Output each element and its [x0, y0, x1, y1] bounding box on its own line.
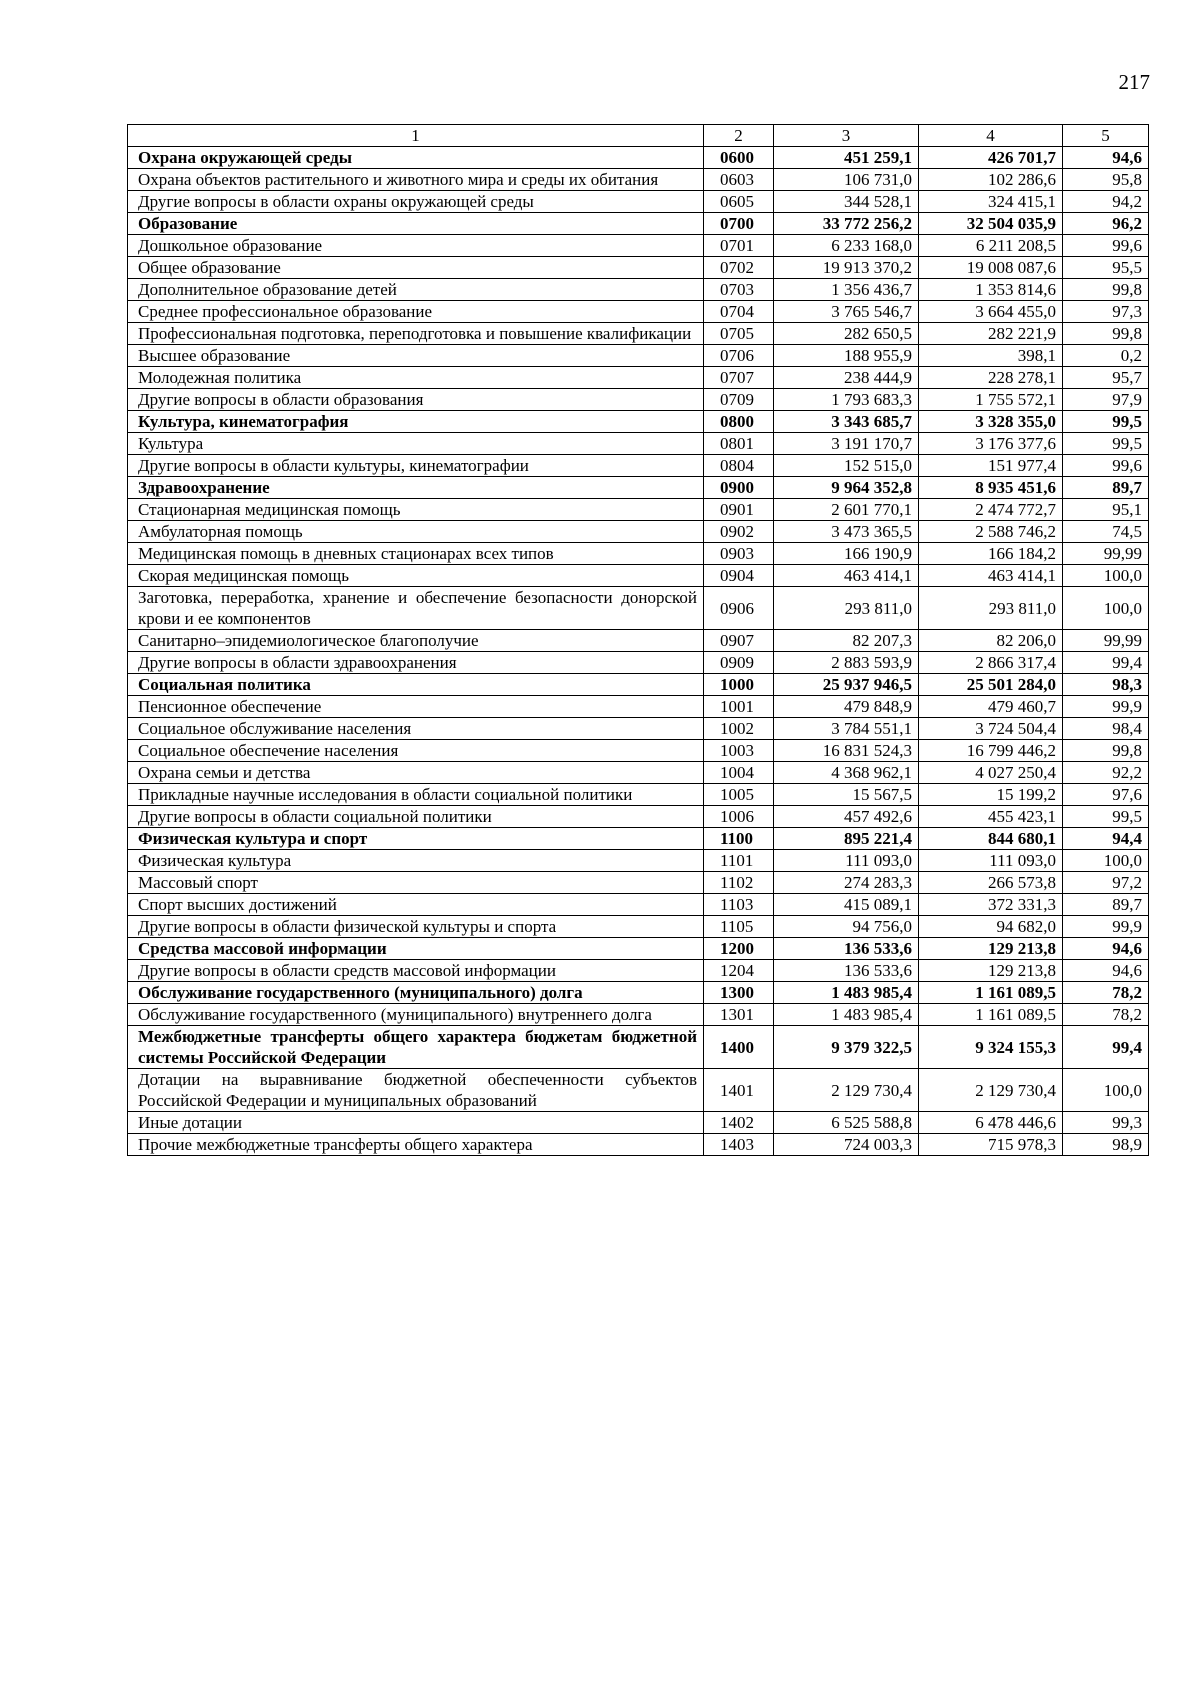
- row-plan-value: 479 848,9: [774, 696, 919, 718]
- row-code: 1403: [704, 1134, 774, 1156]
- table-row: [128, 718, 1149, 740]
- row-plan-value: 25 937 946,5: [774, 674, 919, 696]
- table-row: [128, 565, 1149, 587]
- row-actual-value: 426 701,7: [919, 147, 1063, 169]
- row-plan-value: 152 515,0: [774, 455, 919, 477]
- row-actual-value: 2 588 746,2: [919, 521, 1063, 543]
- row-code: 0700: [704, 213, 774, 235]
- row-code: 0705: [704, 323, 774, 345]
- row-code: 1000: [704, 674, 774, 696]
- table-row: [128, 521, 1149, 543]
- row-plan-value: 33 772 256,2: [774, 213, 919, 235]
- row-code: 1400: [704, 1026, 774, 1069]
- row-code: 0903: [704, 543, 774, 565]
- row-actual-value: 129 213,8: [919, 938, 1063, 960]
- table-row: [128, 587, 1149, 630]
- row-name: Другие вопросы в области физической культуры и спорта: [128, 916, 704, 938]
- row-name: Дополнительное образование детей: [128, 279, 704, 301]
- row-percent: 98,3: [1063, 674, 1149, 696]
- row-name: Другие вопросы в области культуры, кинематографии: [128, 455, 704, 477]
- row-plan-value: 136 533,6: [774, 960, 919, 982]
- row-plan-value: 282 650,5: [774, 323, 919, 345]
- row-code: 0804: [704, 455, 774, 477]
- row-actual-value: 25 501 284,0: [919, 674, 1063, 696]
- table-row: [128, 1069, 1149, 1112]
- row-percent: 99,9: [1063, 696, 1149, 718]
- row-code: 1204: [704, 960, 774, 982]
- row-name: Среднее профессиональное образование: [128, 301, 704, 323]
- table-row: [128, 345, 1149, 367]
- row-actual-value: 282 221,9: [919, 323, 1063, 345]
- row-plan-value: 166 190,9: [774, 543, 919, 565]
- row-actual-value: 16 799 446,2: [919, 740, 1063, 762]
- row-name: Пенсионное обеспечение: [128, 696, 704, 718]
- row-code: 1003: [704, 740, 774, 762]
- row-plan-value: 2 883 593,9: [774, 652, 919, 674]
- row-actual-value: 82 206,0: [919, 630, 1063, 652]
- row-code: 0801: [704, 433, 774, 455]
- table-section-row: [128, 982, 1149, 1004]
- row-actual-value: 2 866 317,4: [919, 652, 1063, 674]
- row-plan-value: 238 444,9: [774, 367, 919, 389]
- row-percent: 97,9: [1063, 389, 1149, 411]
- row-code: 0704: [704, 301, 774, 323]
- table-row: [128, 235, 1149, 257]
- row-name: Межбюджетные трансферты общего характера бюджетам бюджетной системы Российской Федерации: [128, 1026, 704, 1069]
- table-row: [128, 1112, 1149, 1134]
- table-section-row: [128, 213, 1149, 235]
- row-percent: 92,2: [1063, 762, 1149, 784]
- row-actual-value: 2 129 730,4: [919, 1069, 1063, 1112]
- row-actual-value: 2 474 772,7: [919, 499, 1063, 521]
- table-row: [128, 916, 1149, 938]
- row-name: Другие вопросы в области охраны окружающей среды: [128, 191, 704, 213]
- table-row: [128, 1004, 1149, 1026]
- row-name: Средства массовой информации: [128, 938, 704, 960]
- row-plan-value: 895 221,4: [774, 828, 919, 850]
- row-percent: 100,0: [1063, 587, 1149, 630]
- table-row: [128, 894, 1149, 916]
- row-actual-value: 4 027 250,4: [919, 762, 1063, 784]
- row-code: 0709: [704, 389, 774, 411]
- row-plan-value: 106 731,0: [774, 169, 919, 191]
- row-code: 1006: [704, 806, 774, 828]
- row-code: 0906: [704, 587, 774, 630]
- row-code: 0702: [704, 257, 774, 279]
- row-percent: 95,1: [1063, 499, 1149, 521]
- row-name: Скорая медицинская помощь: [128, 565, 704, 587]
- row-percent: 89,7: [1063, 894, 1149, 916]
- row-code: 0605: [704, 191, 774, 213]
- row-actual-value: 1 161 089,5: [919, 1004, 1063, 1026]
- table-section-row: [128, 938, 1149, 960]
- row-name: Медицинская помощь в дневных стационарах всех типов: [128, 543, 704, 565]
- row-actual-value: 844 680,1: [919, 828, 1063, 850]
- row-name: Социальное обеспечение населения: [128, 740, 704, 762]
- row-percent: 100,0: [1063, 850, 1149, 872]
- row-plan-value: 6 233 168,0: [774, 235, 919, 257]
- table-row: [128, 323, 1149, 345]
- row-percent: 95,8: [1063, 169, 1149, 191]
- row-code: 0603: [704, 169, 774, 191]
- row-name: Другие вопросы в области образования: [128, 389, 704, 411]
- row-actual-value: 3 724 504,4: [919, 718, 1063, 740]
- row-actual-value: 3 176 377,6: [919, 433, 1063, 455]
- row-name: Профессиональная подготовка, переподготовка и повышение квалификации: [128, 323, 704, 345]
- row-plan-value: 111 093,0: [774, 850, 919, 872]
- row-percent: 94,6: [1063, 960, 1149, 982]
- row-name: Другие вопросы в области социальной политики: [128, 806, 704, 828]
- row-name: Общее образование: [128, 257, 704, 279]
- row-plan-value: 3 191 170,7: [774, 433, 919, 455]
- row-actual-value: 1 161 089,5: [919, 982, 1063, 1004]
- row-actual-value: 715 978,3: [919, 1134, 1063, 1156]
- row-plan-value: 9 379 322,5: [774, 1026, 919, 1069]
- table-section-row: [128, 477, 1149, 499]
- row-actual-value: 151 977,4: [919, 455, 1063, 477]
- row-name: Прочие межбюджетные трансферты общего характера: [128, 1134, 704, 1156]
- row-name: Обслуживание государственного (муниципального) долга: [128, 982, 704, 1004]
- row-code: 0907: [704, 630, 774, 652]
- row-percent: 99,8: [1063, 279, 1149, 301]
- row-actual-value: 102 286,6: [919, 169, 1063, 191]
- row-actual-value: 19 008 087,6: [919, 257, 1063, 279]
- table-row: [128, 543, 1149, 565]
- row-name: Молодежная политика: [128, 367, 704, 389]
- row-code: 0703: [704, 279, 774, 301]
- row-actual-value: 6 478 446,6: [919, 1112, 1063, 1134]
- table-section-row: [128, 1026, 1149, 1069]
- row-percent: 97,6: [1063, 784, 1149, 806]
- row-actual-value: 3 328 355,0: [919, 411, 1063, 433]
- row-name: Иные дотации: [128, 1112, 704, 1134]
- row-plan-value: 1 483 985,4: [774, 982, 919, 1004]
- row-plan-value: 16 831 524,3: [774, 740, 919, 762]
- table-row: [128, 455, 1149, 477]
- row-percent: 78,2: [1063, 1004, 1149, 1026]
- row-name: Охрана окружающей среды: [128, 147, 704, 169]
- row-name: Дошкольное образование: [128, 235, 704, 257]
- row-code: 0901: [704, 499, 774, 521]
- table-row: [128, 762, 1149, 784]
- row-code: 1402: [704, 1112, 774, 1134]
- table-row: [128, 367, 1149, 389]
- row-percent: 99,3: [1063, 1112, 1149, 1134]
- row-actual-value: 166 184,2: [919, 543, 1063, 565]
- row-plan-value: 94 756,0: [774, 916, 919, 938]
- row-plan-value: 724 003,3: [774, 1134, 919, 1156]
- row-percent: 99,5: [1063, 411, 1149, 433]
- row-code: 1105: [704, 916, 774, 938]
- row-percent: 98,9: [1063, 1134, 1149, 1156]
- row-percent: 96,2: [1063, 213, 1149, 235]
- row-percent: 74,5: [1063, 521, 1149, 543]
- row-plan-value: 3 784 551,1: [774, 718, 919, 740]
- table-row: [128, 784, 1149, 806]
- row-code: 1401: [704, 1069, 774, 1112]
- row-name: Дотации на выравнивание бюджетной обеспеченности субъектов Российской Федерации и муниципальных образований: [128, 1069, 704, 1112]
- column-header: 4: [919, 125, 1063, 147]
- row-plan-value: 136 533,6: [774, 938, 919, 960]
- row-plan-value: 463 414,1: [774, 565, 919, 587]
- row-actual-value: 455 423,1: [919, 806, 1063, 828]
- row-percent: 94,6: [1063, 147, 1149, 169]
- row-percent: 100,0: [1063, 565, 1149, 587]
- row-actual-value: 129 213,8: [919, 960, 1063, 982]
- table-row: [128, 1134, 1149, 1156]
- row-code: 1005: [704, 784, 774, 806]
- row-code: 1100: [704, 828, 774, 850]
- row-code: 0706: [704, 345, 774, 367]
- row-code: 0701: [704, 235, 774, 257]
- row-plan-value: 415 089,1: [774, 894, 919, 916]
- row-plan-value: 15 567,5: [774, 784, 919, 806]
- row-actual-value: 1 755 572,1: [919, 389, 1063, 411]
- row-name: Обслуживание государственного (муниципального) внутреннего долга: [128, 1004, 704, 1026]
- row-percent: 99,5: [1063, 433, 1149, 455]
- row-plan-value: 6 525 588,8: [774, 1112, 919, 1134]
- row-percent: 99,4: [1063, 652, 1149, 674]
- row-actual-value: 111 093,0: [919, 850, 1063, 872]
- row-plan-value: 2 601 770,1: [774, 499, 919, 521]
- row-name: Санитарно–эпидемиологическое благополучие: [128, 630, 704, 652]
- row-actual-value: 324 415,1: [919, 191, 1063, 213]
- row-actual-value: 293 811,0: [919, 587, 1063, 630]
- row-name: Прикладные научные исследования в области социальной политики: [128, 784, 704, 806]
- row-code: 0904: [704, 565, 774, 587]
- row-code: 1200: [704, 938, 774, 960]
- table-row: [128, 191, 1149, 213]
- row-plan-value: 19 913 370,2: [774, 257, 919, 279]
- row-code: 0800: [704, 411, 774, 433]
- row-percent: 99,5: [1063, 806, 1149, 828]
- row-actual-value: 479 460,7: [919, 696, 1063, 718]
- row-code: 1301: [704, 1004, 774, 1026]
- row-plan-value: 344 528,1: [774, 191, 919, 213]
- row-code: 1101: [704, 850, 774, 872]
- row-actual-value: 372 331,3: [919, 894, 1063, 916]
- table-row: [128, 696, 1149, 718]
- row-actual-value: 15 199,2: [919, 784, 1063, 806]
- row-code: 1102: [704, 872, 774, 894]
- table-section-row: [128, 411, 1149, 433]
- row-actual-value: 9 324 155,3: [919, 1026, 1063, 1069]
- row-name: Массовый спорт: [128, 872, 704, 894]
- row-plan-value: 3 343 685,7: [774, 411, 919, 433]
- row-plan-value: 3 765 546,7: [774, 301, 919, 323]
- row-name: Стационарная медицинская помощь: [128, 499, 704, 521]
- row-plan-value: 9 964 352,8: [774, 477, 919, 499]
- row-percent: 99,99: [1063, 543, 1149, 565]
- row-code: 0900: [704, 477, 774, 499]
- row-name: Образование: [128, 213, 704, 235]
- row-plan-value: 1 793 683,3: [774, 389, 919, 411]
- table-section-row: [128, 147, 1149, 169]
- table-row: [128, 169, 1149, 191]
- row-name: Здравоохранение: [128, 477, 704, 499]
- column-header: 2: [704, 125, 774, 147]
- row-actual-value: 228 278,1: [919, 367, 1063, 389]
- row-actual-value: 94 682,0: [919, 916, 1063, 938]
- row-actual-value: 266 573,8: [919, 872, 1063, 894]
- row-name: Другие вопросы в области средств массовой информации: [128, 960, 704, 982]
- row-name: Физическая культура: [128, 850, 704, 872]
- table-row: [128, 806, 1149, 828]
- row-percent: 99,8: [1063, 740, 1149, 762]
- row-code: 0909: [704, 652, 774, 674]
- row-percent: 0,2: [1063, 345, 1149, 367]
- table-row: [128, 630, 1149, 652]
- row-percent: 99,8: [1063, 323, 1149, 345]
- table-section-row: [128, 828, 1149, 850]
- row-code: 0600: [704, 147, 774, 169]
- row-name: Культура: [128, 433, 704, 455]
- row-code: 0902: [704, 521, 774, 543]
- table-section-row: [128, 674, 1149, 696]
- row-name: Охрана объектов растительного и животного мира и среды их обитания: [128, 169, 704, 191]
- row-percent: 95,7: [1063, 367, 1149, 389]
- column-header: 1: [128, 125, 704, 147]
- page-number: 217: [1118, 70, 1150, 94]
- table-row: [128, 389, 1149, 411]
- table-row: [128, 872, 1149, 894]
- row-name: Заготовка, переработка, хранение и обеспечение безопасности донорской крови и ее компонентов: [128, 587, 704, 630]
- row-code: 1103: [704, 894, 774, 916]
- row-actual-value: 6 211 208,5: [919, 235, 1063, 257]
- table-row: [128, 279, 1149, 301]
- row-percent: 99,99: [1063, 630, 1149, 652]
- row-percent: 99,6: [1063, 455, 1149, 477]
- row-plan-value: 1 483 985,4: [774, 1004, 919, 1026]
- row-actual-value: 32 504 035,9: [919, 213, 1063, 235]
- row-plan-value: 274 283,3: [774, 872, 919, 894]
- row-code: 1300: [704, 982, 774, 1004]
- row-percent: 99,4: [1063, 1026, 1149, 1069]
- row-name: Социальное обслуживание населения: [128, 718, 704, 740]
- row-actual-value: 463 414,1: [919, 565, 1063, 587]
- table-row: [128, 433, 1149, 455]
- table-row: [128, 740, 1149, 762]
- row-plan-value: 1 356 436,7: [774, 279, 919, 301]
- row-actual-value: 8 935 451,6: [919, 477, 1063, 499]
- table-row: [128, 499, 1149, 521]
- row-percent: 100,0: [1063, 1069, 1149, 1112]
- row-plan-value: 451 259,1: [774, 147, 919, 169]
- row-name: Охрана семьи и детства: [128, 762, 704, 784]
- row-plan-value: 2 129 730,4: [774, 1069, 919, 1112]
- column-header: 3: [774, 125, 919, 147]
- row-code: 1004: [704, 762, 774, 784]
- row-percent: 94,4: [1063, 828, 1149, 850]
- row-code: 1002: [704, 718, 774, 740]
- row-code: 1001: [704, 696, 774, 718]
- row-actual-value: 1 353 814,6: [919, 279, 1063, 301]
- row-plan-value: 457 492,6: [774, 806, 919, 828]
- row-plan-value: 82 207,3: [774, 630, 919, 652]
- row-actual-value: 398,1: [919, 345, 1063, 367]
- row-percent: 89,7: [1063, 477, 1149, 499]
- row-plan-value: 3 473 365,5: [774, 521, 919, 543]
- table-row: [128, 257, 1149, 279]
- table-row: [128, 850, 1149, 872]
- row-percent: 97,2: [1063, 872, 1149, 894]
- row-plan-value: 293 811,0: [774, 587, 919, 630]
- row-actual-value: 3 664 455,0: [919, 301, 1063, 323]
- table-header-row: [128, 125, 1149, 147]
- row-name: Амбулаторная помощь: [128, 521, 704, 543]
- table-row: [128, 652, 1149, 674]
- table-row: [128, 960, 1149, 982]
- row-percent: 94,6: [1063, 938, 1149, 960]
- row-percent: 99,6: [1063, 235, 1149, 257]
- row-percent: 97,3: [1063, 301, 1149, 323]
- row-code: 0707: [704, 367, 774, 389]
- row-percent: 99,9: [1063, 916, 1149, 938]
- row-percent: 98,4: [1063, 718, 1149, 740]
- column-header: 5: [1063, 125, 1149, 147]
- table-row: [128, 301, 1149, 323]
- row-plan-value: 188 955,9: [774, 345, 919, 367]
- row-plan-value: 4 368 962,1: [774, 762, 919, 784]
- row-percent: 78,2: [1063, 982, 1149, 1004]
- row-name: Культура, кинематография: [128, 411, 704, 433]
- row-name: Физическая культура и спорт: [128, 828, 704, 850]
- row-name: Спорт высших достижений: [128, 894, 704, 916]
- row-name: Другие вопросы в области здравоохранения: [128, 652, 704, 674]
- row-percent: 95,5: [1063, 257, 1149, 279]
- row-name: Социальная политика: [128, 674, 704, 696]
- budget-table: [127, 124, 1149, 1156]
- row-percent: 94,2: [1063, 191, 1149, 213]
- row-name: Высшее образование: [128, 345, 704, 367]
